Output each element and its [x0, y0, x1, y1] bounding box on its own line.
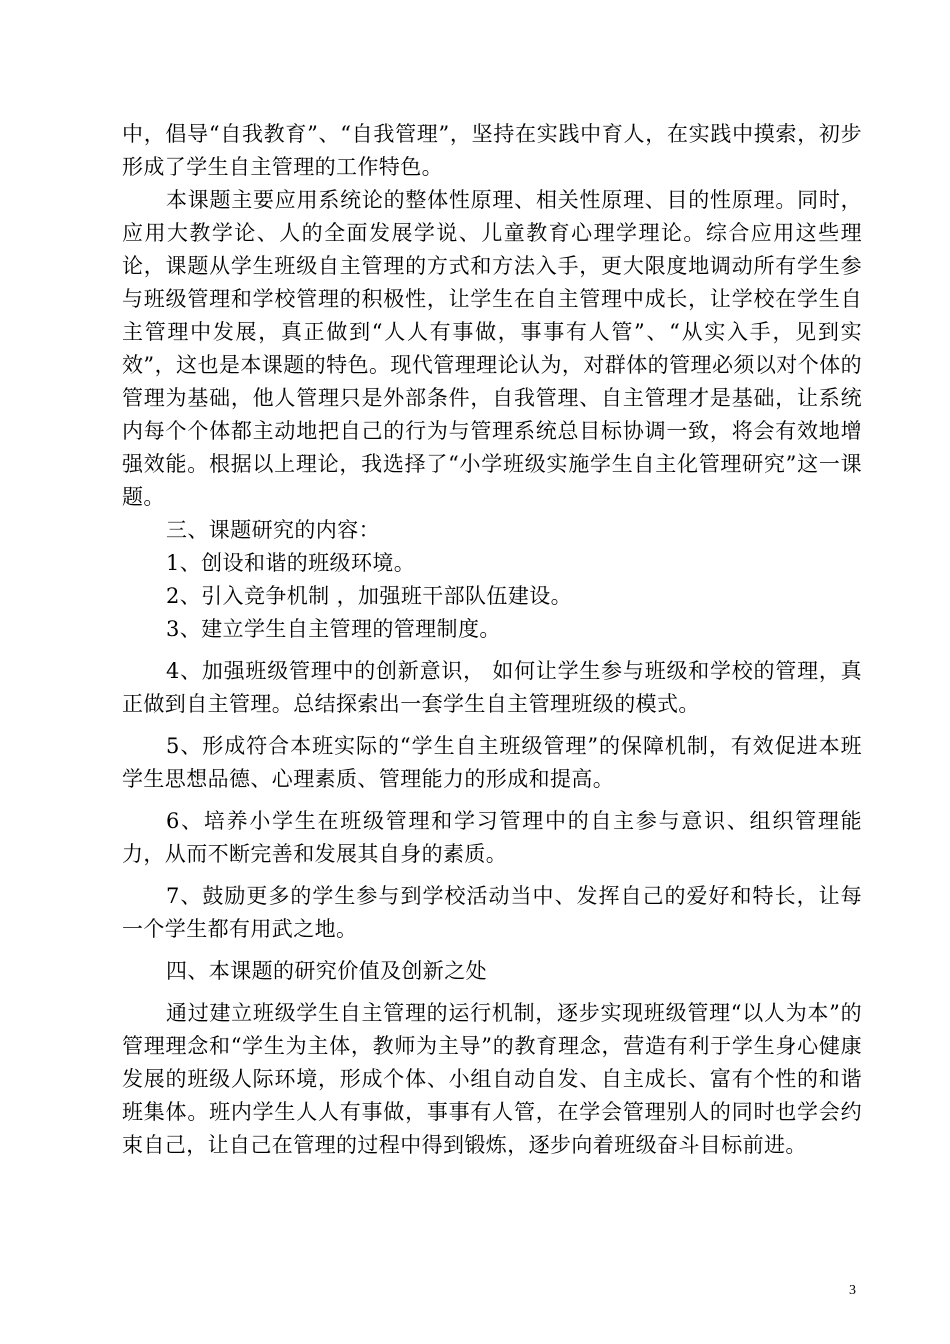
section-heading-value-innovation: 四、本课题的研究价值及创新之处	[166, 959, 487, 983]
list-item: 5、形成符合本班实际的“学生自主班级管理”的保障机制，有效促进本班学生思想品德、心理素质、管理能力的形成和提高。	[122, 734, 862, 791]
paragraph-value: 通过建立班级学生自主管理的运行机制，逐步实现班级管理“以人为本”的管理理念和“学生为主体，教师为主导”的教育理念，营造有利于学生身心健康发展的班级人际环境，形成个体、小组自动自发、自主成长、富有个性的和谐班集体。班内学生人人有事做，事事有人管，在学会管理别人的同时也学会约束自己，让自己在管理的过程中得到锻炼，逐步向着班级奋斗目标前进。	[122, 1001, 862, 1157]
list-item: 4、加强班级管理中的创新意识， 如何让学生参与班级和学校的管理，真正做到自主管理。总结探索出一套学生自主管理班级的模式。	[122, 659, 862, 716]
list-item: 3、建立学生自主管理的管理制度。	[166, 617, 501, 641]
list-item: 2、引入竞争机制 ，加强班干部队伍建设。	[166, 584, 573, 608]
paragraph-theory: 本课题主要应用系统论的整体性原理、相关性原理、目的性原理。同时，应用大教学论、人的全面发展学说、儿童教育心理学理论。综合应用这些理论，课题从学生班级自主管理的方式和方法入手，更大限度地调动所有学生参与班级管理和学校管理的积极性，让学生在自主管理中成长，让学校在学生自主管理中发展，真正做到“人人有事做，事事有人管”、“从实入手，见到实效”，这也是本课题的特色。现代管理理论认为，对群体的管理必须以对个体的管理为基础，他人管理只是外部条件，自我管理、自主管理才是基础，让系统内每个个体都主动地把自己的行为与管理系统总目标协调一致，将会有效地增强效能。根据以上理论，我选择了“小学班级实施学生自主化管理研究”这一课题。	[122, 188, 862, 509]
list-item: 7、鼓励更多的学生参与到学校活动当中、发挥自己的爱好和特长，让每一个学生都有用武之地。	[122, 884, 862, 941]
section-heading-research-content: 三、课题研究的内容：	[166, 518, 380, 542]
document-body	[122, 118, 862, 1162]
list-item: 1、创设和谐的班级环境。	[166, 551, 416, 575]
list-item: 6、培养小学生在班级管理和学习管理中的自主参与意识、组织管理能力，从而不断完善和发展其自身的素质。	[122, 809, 862, 866]
page-number: 3	[849, 1283, 856, 1298]
paragraph-continuation: 中，倡导“自我教育”、“自我管理”，坚持在实践中育人，在实践中摸索，初步形成了学生自主管理的工作特色。	[122, 122, 862, 179]
